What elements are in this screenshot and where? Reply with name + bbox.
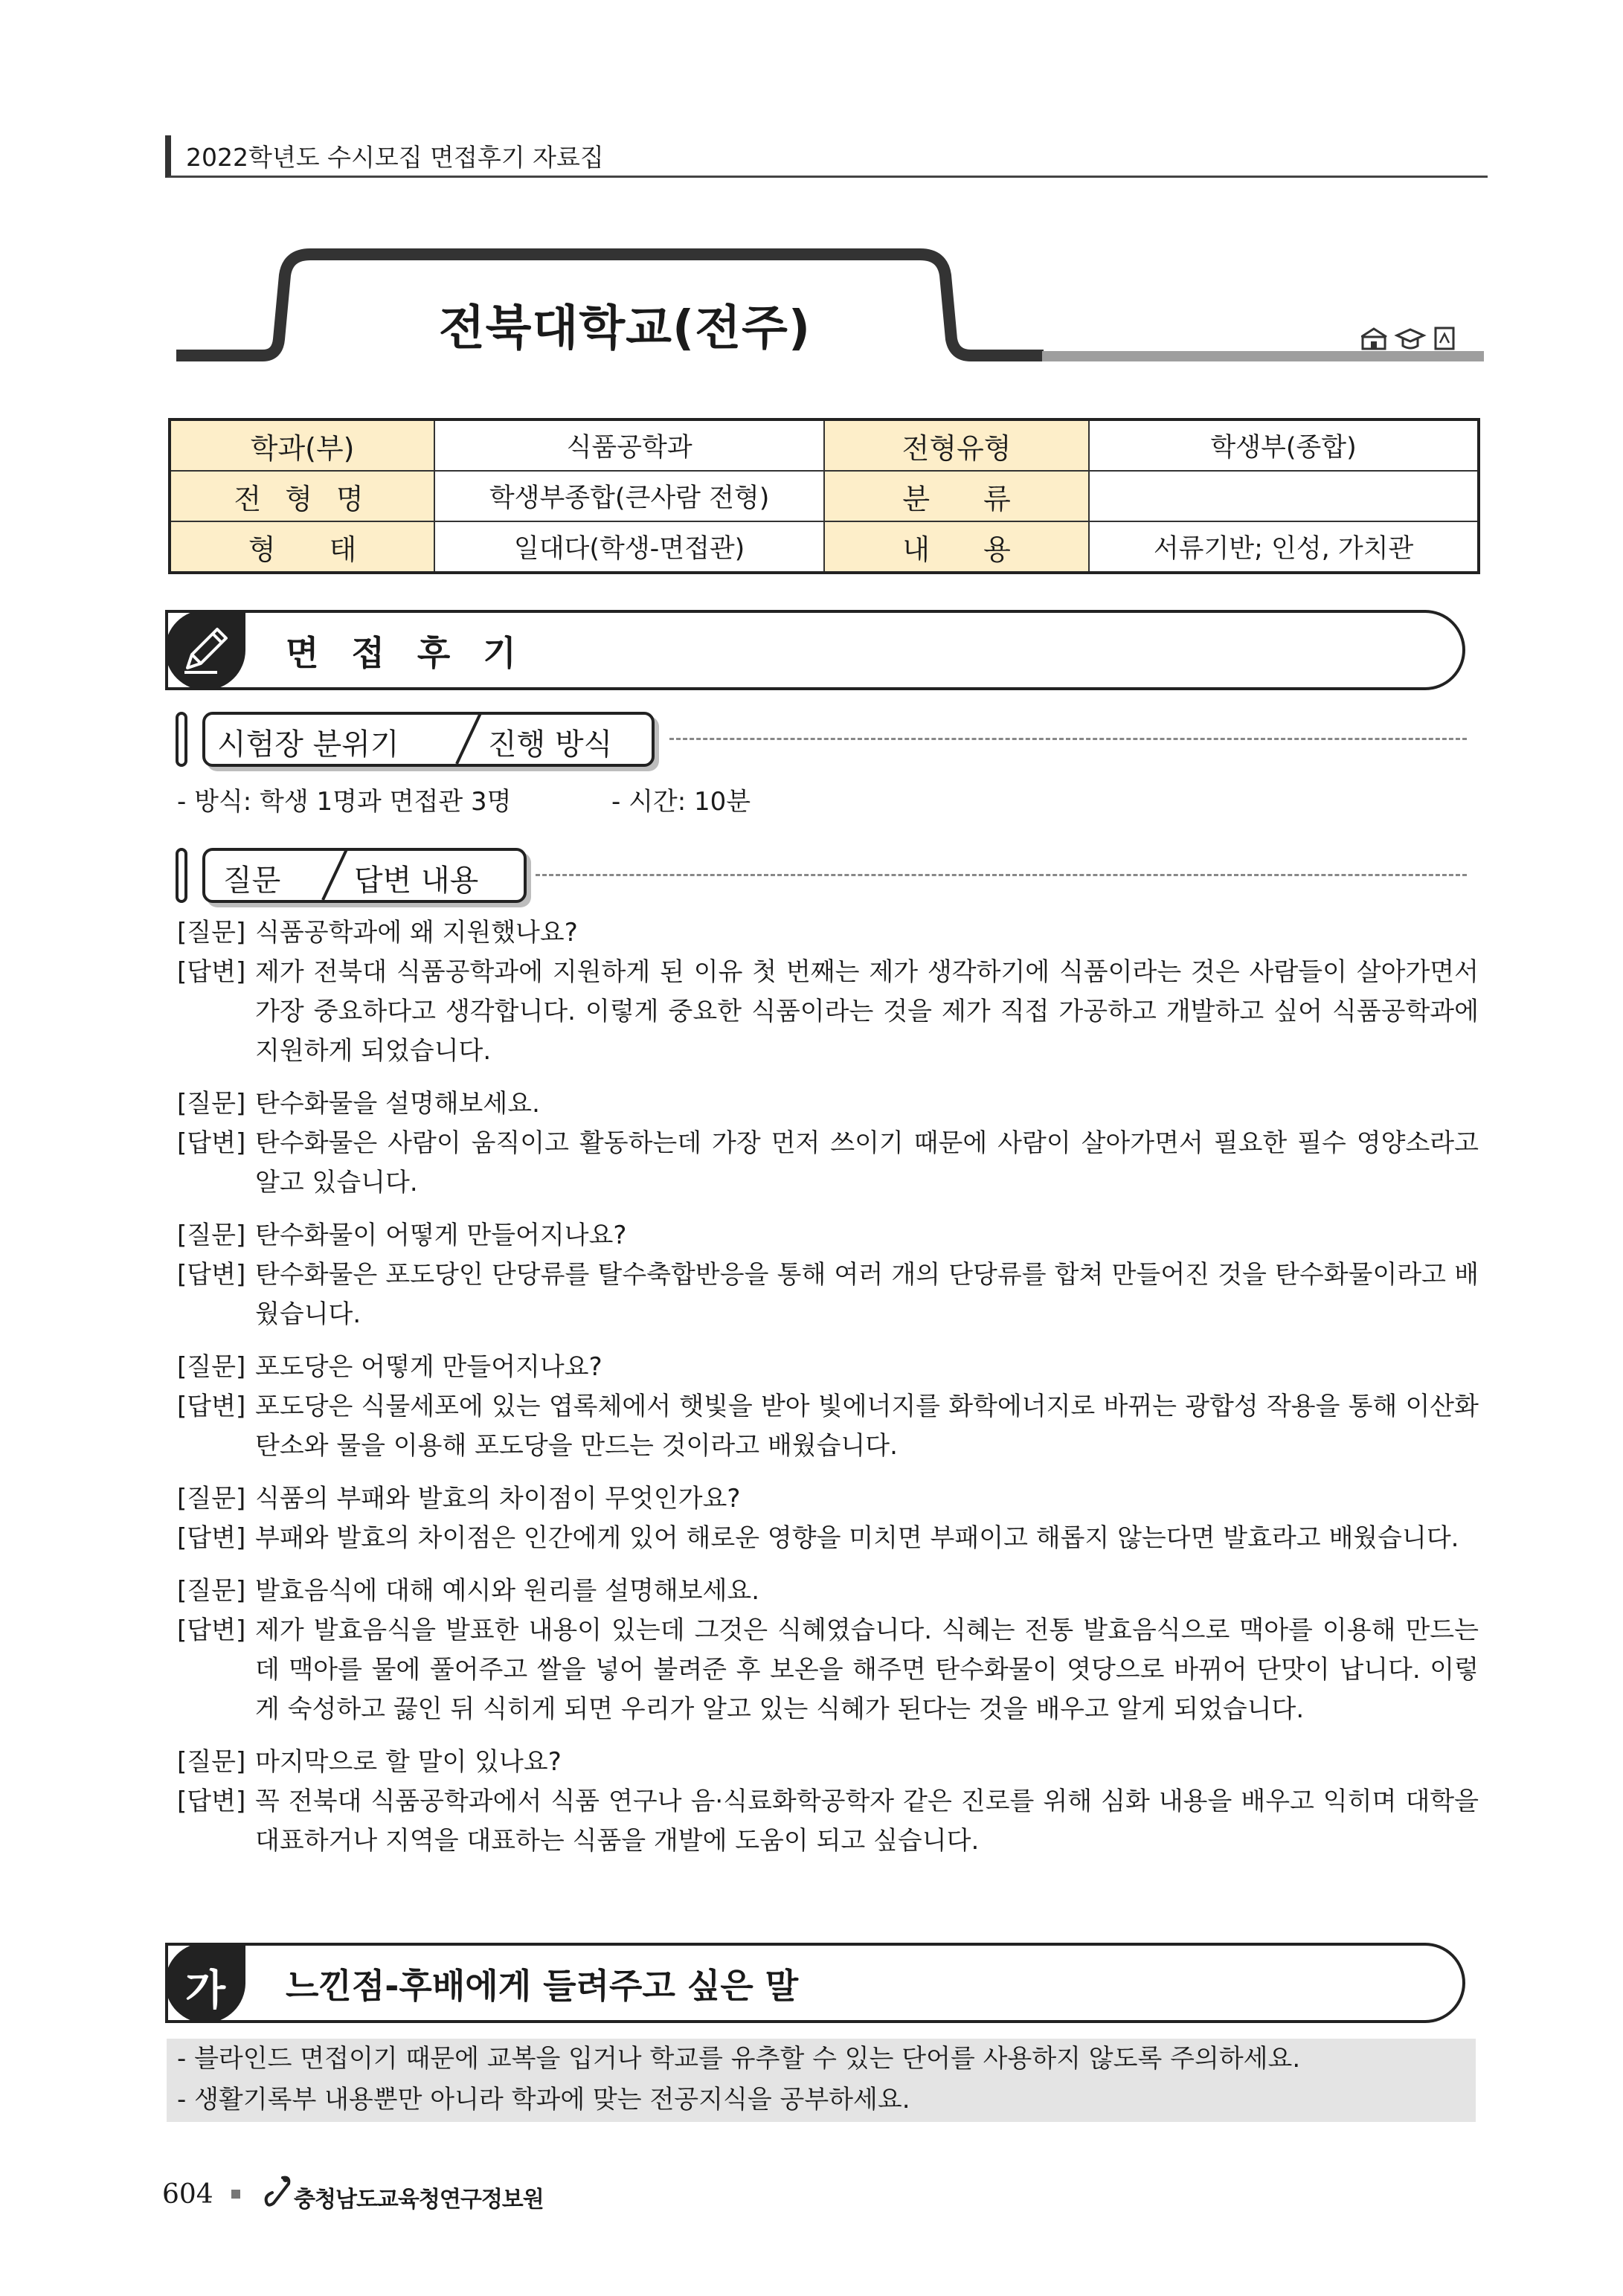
footer-bullet [231, 2190, 240, 2199]
answer-text: 탄수화물은 포도당인 단당류를 탈수축합반응을 통해 여러 개의 단당류를 합쳐 만들어진 것을 탄수화물이라고 배웠습니다. [255, 1260, 1479, 1329]
section-feelings-badge [165, 1943, 245, 2023]
qa-pair [177, 1084, 1479, 1203]
question-line [177, 1479, 1479, 1519]
qa-pair [177, 1743, 1479, 1861]
document-icon [1436, 328, 1453, 349]
content-label: 내 용 [824, 521, 1089, 573]
qa-pair [177, 1348, 1479, 1466]
table-row [170, 471, 1479, 521]
feelings-line: - 생활기록부 내용뿐만 아니라 학과에 맞는 전공지식을 공부하세요. [177, 2085, 910, 2115]
answer-line [177, 1782, 1479, 1861]
name-value: 학생부종합(큰사람 전형) [434, 471, 824, 521]
question-line [177, 1743, 1479, 1782]
answer-tag: [답변] [177, 1128, 246, 1158]
answer-text: 제가 전북대 식품공학과에 지원하게 된 이유 첫 번째는 제가 생각하기에 식품이라는 것은 사람들이 살아가면서 가장 중요하다고 생각합니다. 이렇게 중요한 식품이라는 것을 제가 직접 가공하고 개발하고 싶어 식품공학과에 지원하게 되었습니다. [255, 957, 1479, 1066]
format-value: 일대다(학생-면접관) [434, 521, 824, 573]
question-tag: [질문] [177, 1089, 246, 1119]
format-label: 형 태 [170, 521, 434, 573]
question-line [177, 913, 1479, 953]
qa-pair [177, 1572, 1479, 1729]
qa-pair [177, 913, 1479, 1071]
title-icons [1361, 325, 1465, 352]
tab-question: 질문 [223, 864, 281, 898]
atmosphere-tab-group [202, 712, 655, 767]
question-text: 마지막으로 할 말이 있나요? [255, 1747, 562, 1777]
meta-method: - 방식: 학생 1명과 면접관 3명 [177, 787, 512, 817]
question-tag: [질문] [177, 1747, 246, 1777]
answer-line [177, 1124, 1479, 1203]
answer-tag: [답변] [177, 1787, 246, 1816]
footer-org-name: 충청남도교육청연구정보원 [294, 2187, 544, 2213]
name-label: 전 형 명 [170, 471, 434, 521]
question-tag: [질문] [177, 1576, 246, 1606]
section-review-title: 면 접 후 기 [286, 633, 527, 673]
answer-text: 포도당은 식물세포에 있는 엽록체에서 햇빛을 받아 빛에너지를 화학에너지로 바뀌는 광합성 작용을 통해 이산화탄소와 물을 이용해 포도당을 만드는 것이라고 배웠습니다. [255, 1392, 1479, 1461]
dashed-divider [536, 874, 1467, 876]
question-text: 발효음식에 대해 예시와 원리를 설명해보세요. [255, 1576, 760, 1606]
section-feelings-title: 느낀점-후배에게 들려주고 싶은 말 [286, 1966, 799, 2006]
answer-tag: [답변] [177, 1392, 246, 1421]
school-icon [1361, 329, 1386, 349]
qa-list [177, 913, 1479, 1874]
tab-atmosphere: 시험장 분위기 [217, 727, 399, 762]
answer-tag: [답변] [177, 1260, 246, 1290]
answer-tag: [답변] [177, 1615, 246, 1645]
category-value [1089, 471, 1479, 521]
page-title: 전북대학교(전주) [438, 301, 812, 356]
question-line [177, 1084, 1479, 1124]
page-number: 604 [162, 2179, 213, 2210]
type-label: 전형유형 [824, 419, 1089, 471]
answer-line [177, 953, 1479, 1071]
answer-tag: [답변] [177, 957, 246, 987]
answer-line [177, 1611, 1479, 1729]
answer-text: 탄수화물은 사람이 움직이고 활동하는데 가장 먼저 쓰이기 때문에 사람이 살아가면서 필요한 필수 영양소라고 알고 있습니다. [255, 1128, 1479, 1197]
question-line [177, 1216, 1479, 1255]
graduation-cap-icon [1397, 329, 1424, 348]
pencil-icon [165, 610, 245, 690]
table-row [170, 419, 1479, 471]
dept-value: 식품공학과 [434, 419, 824, 471]
section-review-badge [165, 610, 245, 690]
info-table [168, 418, 1480, 574]
feelings-badge-glyph: 가 [184, 1967, 226, 2015]
dashed-divider [669, 738, 1467, 740]
tab-divider [451, 712, 488, 767]
tab-progress-method: 진행 방식 [488, 727, 613, 762]
dept-label: 학과(부) [170, 419, 434, 471]
running-header-text: 2022학년도 수시모집 면접후기 자료집 [186, 143, 604, 172]
question-text: 탄수화물을 설명해보세요. [255, 1089, 540, 1119]
running-header [165, 135, 1488, 178]
tab-cap [176, 848, 187, 903]
question-text: 식품의 부패와 발효의 차이점이 무엇인가요? [255, 1484, 741, 1514]
qa-pair [177, 1216, 1479, 1334]
feelings-line: - 블라인드 면접이기 때문에 교복을 입거나 학교를 유추할 수 있는 단어를 사용하지 않도록 주의하세요. [177, 2044, 1301, 2074]
question-tag: [질문] [177, 1221, 246, 1250]
question-text: 포도당은 어떻게 만들어지나요? [255, 1352, 602, 1382]
category-label: 분 류 [824, 471, 1089, 521]
question-tag: [질문] [177, 1352, 246, 1382]
tab-cap [176, 712, 187, 767]
question-tag: [질문] [177, 1484, 246, 1514]
feelings-box [167, 2039, 1476, 2122]
qa-pair [177, 1479, 1479, 1558]
answer-tag: [답변] [177, 1523, 246, 1553]
type-value: 학생부(종합) [1089, 419, 1479, 471]
answer-line [177, 1255, 1479, 1334]
question-line [177, 1572, 1479, 1611]
answer-text: 꼭 전북대 식품공학과에서 식품 연구나 음·식료화학공학자 같은 진로를 위해 심화 내용을 배우고 익히며 대학을 대표하거나 지역을 대표하는 식품을 개발에 도움이 되고 싶습니다. [255, 1787, 1479, 1856]
question-tag: [질문] [177, 918, 246, 948]
qa-tab-group [202, 848, 527, 903]
question-text: 탄수화물이 어떻게 만들어지나요? [255, 1221, 627, 1250]
meta-time: - 시간: 10분 [611, 787, 751, 817]
table-row [170, 521, 1479, 573]
org-logo-icon [260, 2173, 293, 2209]
tab-divider [317, 848, 354, 903]
question-text: 식품공학과에 왜 지원했나요? [255, 918, 578, 948]
answer-text: 제가 발효음식을 발표한 내용이 있는데 그것은 식혜였습니다. 식혜는 전통 발효음식으로 맥아를 이용해 만드는데 맥아를 물에 풀어주고 쌀을 넣어 불려준 후 보온을 해주면 탄수화물이 엿당으로 바뀌어 단맛이 납니다. 이렇게 숙성하고 끓인 뒤 식히게 되면 우리가 알고 있는 식혜가 된다는 것을 배우고 알게 되었습니다. [255, 1615, 1479, 1724]
tab-answer-content: 답변 내용 [354, 864, 479, 898]
question-line [177, 1348, 1479, 1387]
content-value: 서류기반; 인성, 가치관 [1089, 521, 1479, 573]
answer-line [177, 1519, 1479, 1558]
answer-text: 부패와 발효의 차이점은 인간에게 있어 해로운 영향을 미치면 부패이고 해롭지 않는다면 발효라고 배웠습니다. [255, 1523, 1459, 1553]
answer-line [177, 1387, 1479, 1466]
